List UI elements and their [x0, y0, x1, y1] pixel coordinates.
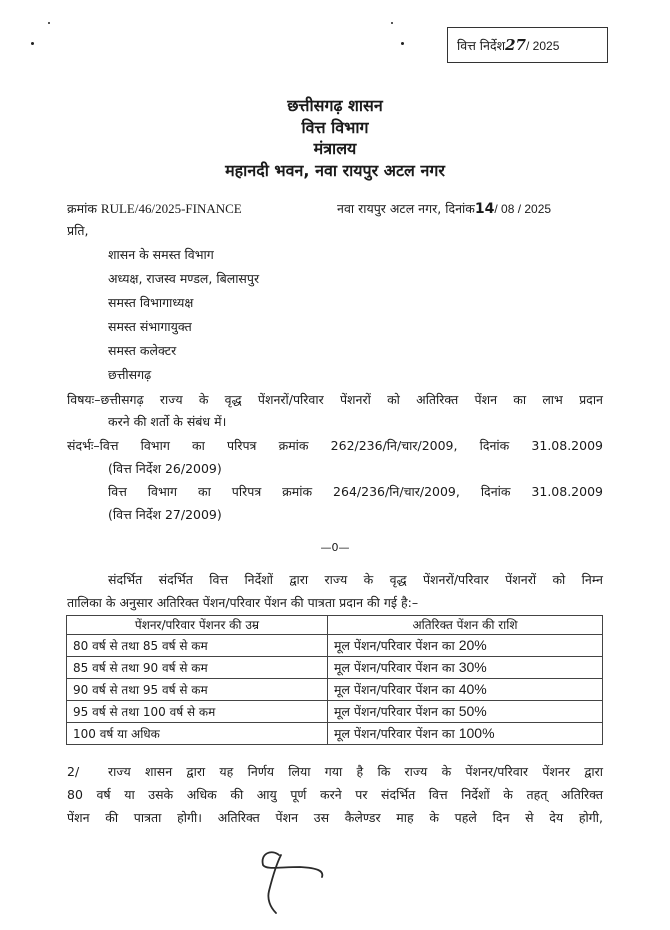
amount-cell: [328, 701, 603, 723]
letterhead-government: छत्तीसगढ़ शासन: [287, 96, 383, 115]
prati-label: प्रति,: [67, 223, 89, 238]
age-cell: 80 वर्ष से तथा 85 वर्ष से कम: [67, 635, 328, 657]
table-header-row: [67, 616, 603, 635]
amount-cell: [328, 679, 603, 701]
amount-percent: 50%: [458, 703, 487, 719]
kramank-value: RULE/46/2025-FINANCE: [100, 201, 242, 216]
table-row: [67, 701, 603, 723]
subject-line-1: विषयः–छत्तीसगढ़ राज्य के वृद्ध पेंशनरों/परिवार पेंशनरों को अतिरिक्त पेंशन का लाभ प्रदान: [67, 392, 603, 407]
column-header-amount: अतिरिक्त पेंशन की राशि: [328, 616, 603, 635]
age-cell: 85 वर्ष से तथा 90 वर्ष से कम: [67, 657, 328, 679]
kramank-label: क्रमांक: [67, 201, 97, 216]
recipient-item: छत्तीसगढ़: [108, 367, 152, 382]
age-cell: 100 वर्ष या अधिक: [67, 723, 328, 745]
signature-scribble: [250, 845, 350, 925]
table-row: [67, 657, 603, 679]
amount-cell: [328, 635, 603, 657]
amount-text: मूल पेंशन/परिवार पेंशन का: [334, 638, 455, 653]
additional-pension-table: [66, 615, 603, 745]
paragraph-1-line-1: संदर्भित संदर्भित वित्त निर्देशों द्वारा राज्य के वृद्ध पेंशनरों/परिवार पेंशनरों को निम्न: [108, 572, 603, 587]
recipient-item: समस्त संभागायुक्त: [108, 319, 192, 334]
amount-text: मूल पेंशन/परिवार पेंशन का: [334, 704, 455, 719]
signature-stroke: [263, 852, 323, 913]
amount-text: मूल पेंशन/परिवार पेंशन का: [334, 726, 455, 741]
age-cell: 95 वर्ष से तथा 100 वर्ष से कम: [67, 701, 328, 723]
scan-speck: [31, 42, 34, 45]
reference-line-3: वित्त विभाग का परिपत्र क्रमांक 264/236/नि/चार/2009, दिनांक 31.08.2009: [108, 484, 603, 499]
letterhead-department: वित्त विभाग: [301, 118, 369, 137]
column-header-age: पेंशनर/परिवार पेंशनर की उम्र: [67, 616, 328, 635]
letterhead-address: महानदी भवन, नवा रायपुर अटल नगर: [225, 161, 445, 180]
paragraph-2-number: 2/: [67, 764, 80, 779]
amount-cell: [328, 657, 603, 679]
paragraph-2-line-2: 80 वर्ष या उसके अधिक की आयु पूर्ण करने पर संदर्भित वित्त निर्देशों के तहत् अतिरिक्त: [67, 787, 603, 802]
paragraph-1-line-2: तालिका के अनुसार अतिरिक्त पेंशन/परिवार पेंशन की पात्रता प्रदान की गई है:–: [67, 595, 419, 610]
amount-cell: [328, 723, 603, 745]
finance-directive-box: [447, 27, 608, 63]
place-date-label: नवा रायपुर अटल नगर, दिनांक: [337, 201, 475, 216]
place-date: [337, 200, 551, 218]
scan-speck: [401, 42, 404, 45]
recipient-item: समस्त कलेक्टर: [108, 343, 177, 358]
reference-line-2: (वित्त निर्देश 26/2009): [108, 461, 222, 476]
scan-speck: [391, 22, 393, 24]
amount-text: मूल पेंशन/परिवार पेंशन का: [334, 682, 455, 697]
date-day-handwritten: 14: [474, 201, 495, 217]
section-separator: —0—: [320, 541, 350, 554]
recipient-item: समस्त विभागाध्यक्ष: [108, 295, 194, 310]
directive-year: / 2025: [526, 39, 560, 53]
reference-line-4: (वित्त निर्देश 27/2009): [108, 507, 222, 522]
amount-percent: 40%: [458, 681, 487, 697]
recipient-item: शासन के समस्त विभाग: [108, 247, 214, 262]
paragraph-2-line-1: राज्य शासन द्वारा यह निर्णय लिया गया है कि राज्य के पेंशनर/परिवार पेंशनर द्वारा: [108, 764, 603, 779]
reference-line-1: संदर्भः–वित्त विभाग का परिपत्र क्रमांक 262/236/नि/चार/2009, दिनांक 31.08.2009: [67, 438, 603, 453]
paragraph-2-line-3: पेंशन की पात्रता होगी। अतिरिक्त पेंशन उस कैलेण्डर माह के पहले दिन से देय होगी,: [67, 810, 603, 825]
table-row: [67, 635, 603, 657]
directive-number-handwritten: 27: [505, 36, 526, 54]
amount-percent: 20%: [458, 637, 487, 653]
table-row: [67, 679, 603, 701]
age-cell: 90 वर्ष से तथा 95 वर्ष से कम: [67, 679, 328, 701]
letterhead-ministry: मंत्रालय: [313, 139, 357, 158]
reference-number: [67, 200, 242, 218]
table-row: [67, 723, 603, 745]
scan-speck: [48, 22, 50, 24]
subject-line-2: करने की शर्तो के संबंध में।: [108, 414, 227, 429]
amount-percent: 100%: [458, 725, 495, 741]
recipient-item: अध्यक्ष, राजस्व मण्डल, बिलासपुर: [108, 271, 260, 286]
date-month-year: / 08 / 2025: [494, 202, 552, 216]
amount-text: मूल पेंशन/परिवार पेंशन का: [334, 660, 455, 675]
directive-label: वित्त निर्देश: [457, 38, 506, 53]
amount-percent: 30%: [458, 659, 487, 675]
